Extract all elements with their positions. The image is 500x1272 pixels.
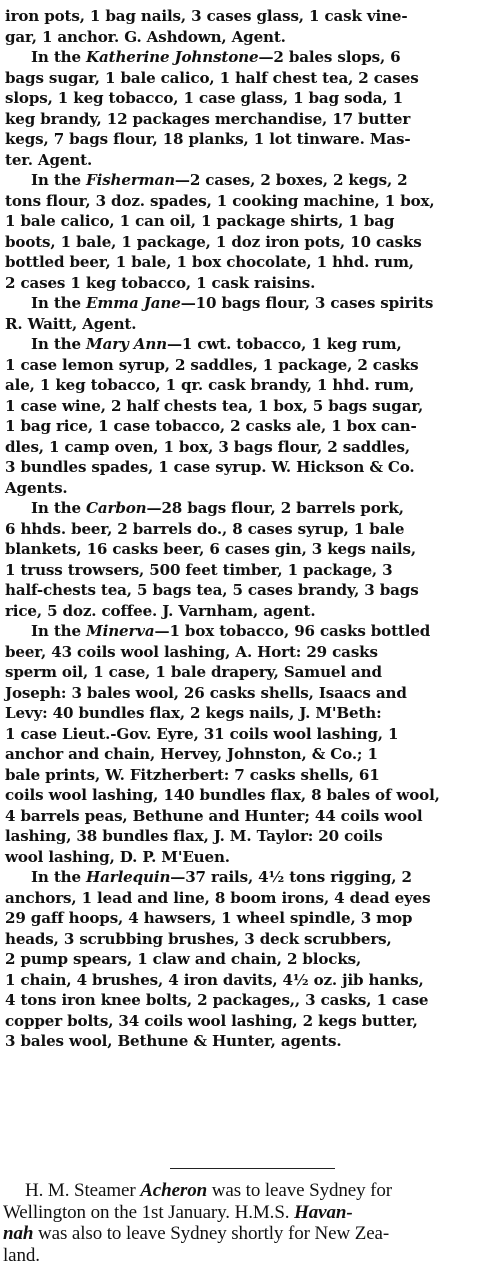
text-line: 1 bag rice, 1 case tobacco, 2 casks ale, 1 box can- [5,417,417,435]
text-line: 4 tons iron knee bolts, 2 packages,, 3 casks, 1 case [5,991,429,1009]
text-line: 2 cases 1 keg tobacco, 1 cask raisins. [5,273,316,292]
text-line: sperm oil, 1 case, 1 bale drapery, Samuel and [5,663,382,681]
ship-name: Fisherman [86,171,175,189]
text-line: copper bolts, 34 coils wool lashing, 2 kegs butter, [5,1011,418,1030]
ship-name: Carbon [86,499,147,517]
text-line: dles, 1 camp oven, 1 box, 3 bags flour, 2 saddles, [5,437,410,456]
text-line: 6 hhds. beer, 2 barrels do., 8 cases syrup, 1 bale [5,519,405,538]
text-line: half-chests tea, 5 bags tea, 5 cases brandy, 3 bags [5,581,419,599]
ship-name: Acheron [140,1180,208,1201]
text-line: Levy: 40 bundles flax, 2 kegs nails, J. M'Beth: [5,704,382,722]
text-line: In the Emma Jane—10 bags flour, 3 cases spirits [31,294,434,312]
text-line: R. Waitt, Agent. [5,314,137,333]
text-line: 1 chain, 4 brushes, 4 iron davits, 4½ oz. jib hanks, [5,970,424,989]
text-line: keg brandy, 12 packages merchandise, 17 butter [5,109,411,128]
text-line: 29 gaff hoops, 4 hawsers, 1 wheel spindle, 3 mop [5,909,413,927]
text-line: In the Carbon—28 bags flour, 2 barrels pork, [31,499,404,517]
ship-name: Katherine Johnstone [86,48,259,66]
text-line: kegs, 7 bags flour, 18 planks, 1 lot tinware. Mas- [5,130,411,148]
text-line: blankets, 16 casks beer, 6 cases gin, 3 kegs nails, [5,540,416,558]
text-line: tons flour, 3 doz. spades, 1 cooking machine, 1 box, [5,191,435,210]
text-line: 2 pump spears, 1 claw and chain, 2 blocks, [5,950,362,968]
text-line: ter. Agent. [5,150,93,169]
ship-name: Havan- [294,1201,353,1223]
text-line: ale, 1 keg tobacco, 1 qr. cask brandy, 1 hhd. rum, [5,376,415,394]
text-line: bags sugar, 1 bale calico, 1 half chest tea, 2 cases [5,68,419,87]
ship-name: nah [3,1223,34,1244]
text-line: In the Harlequin—37 rails, 4½ tons rigging, 2 [31,868,412,886]
text-line: Wellington on the 1st January. H.M.S. Havan- [3,1201,353,1223]
text-line: lashing, 38 bundles flax, J. M. Taylor: 20 coils [5,827,383,845]
text-line: iron pots, 1 bag nails, 3 cases glass, 1 cask vine- [5,7,408,25]
text-line: 1 bale calico, 1 can oil, 1 package shirts, 1 bag [5,212,395,230]
text-line: 3 bundles spades, 1 case syrup. W. Hickson & Co. [5,458,415,476]
text-line: beer, 43 coils wool lashing, A. Hort: 29 casks [5,642,378,661]
text-line: heads, 3 scrubbing brushes, 3 deck scrubbers, [5,929,392,948]
ship-name: Mary Ann [86,335,167,353]
text-line: H. M. Steamer Acheron was to leave Sydney for [25,1180,393,1201]
text-line: 3 bales wool, Bethune & Hunter, agents. [5,1032,342,1050]
text-line: gar, 1 anchor. G. Ashdown, Agent. [5,27,286,46]
ship-name: Emma Jane [86,294,181,312]
text-line: Agents. [5,478,68,497]
text-line: coils wool lashing, 140 bundles flax, 8 bales of wool, [5,786,440,804]
text-line: 1 case Lieut.-Gov. Eyre, 31 coils wool lashing, 1 [5,724,399,743]
text-line: anchor and chain, Hervey, Johnston, & Co.; 1 [5,745,378,763]
cargo-manifest-column [0,6,500,1052]
text-line: 1 case wine, 2 half chests tea, 1 box, 5 bags sugar, [5,396,424,415]
text-line: slops, 1 keg tobacco, 1 case glass, 1 bag soda, 1 [5,89,403,107]
text-line: anchors, 1 lead and line, 8 boom irons, 4 dead eyes [5,888,431,907]
text-line: In the Minerva—1 box tobacco, 96 casks bottled [31,622,431,640]
text-line: wool lashing, D. P. M'Euen. [5,847,230,866]
text-line: 1 case lemon syrup, 2 saddles, 1 package, 2 casks [5,355,419,374]
text-line: boots, 1 bale, 1 package, 1 doz iron pots, 10 casks [5,232,422,251]
shipping-news-paragraph [0,1180,500,1266]
text-line: In the Katherine Johnstone—2 bales slops, 6 [31,48,401,66]
text-line: nah was also to leave Sydney shortly for New Zea- [3,1223,390,1244]
text-line: bottled beer, 1 bale, 1 box chocolate, 1 hhd. rum, [5,253,414,271]
text-line: In the Mary Ann—1 cwt. tobacco, 1 keg rum, [31,335,402,353]
text-line: rice, 5 doz. coffee. J. Varnham, agent. [5,601,316,620]
text-line: 1 truss trowsers, 500 feet timber, 1 package, 3 [5,560,393,579]
text-line: land. [3,1244,40,1266]
ship-name: Harlequin [86,868,171,886]
section-divider [170,1168,335,1169]
text-line: 4 barrels peas, Bethune and Hunter; 44 coils wool [5,806,423,825]
text-line: Joseph: 3 bales wool, 26 casks shells, Isaacs and [5,683,407,702]
text-line: In the Fisherman—2 cases, 2 boxes, 2 kegs, 2 [31,171,408,189]
ship-name: Minerva [86,622,155,640]
text-line: bale prints, W. Fitzherbert: 7 casks shells, 61 [5,765,380,784]
